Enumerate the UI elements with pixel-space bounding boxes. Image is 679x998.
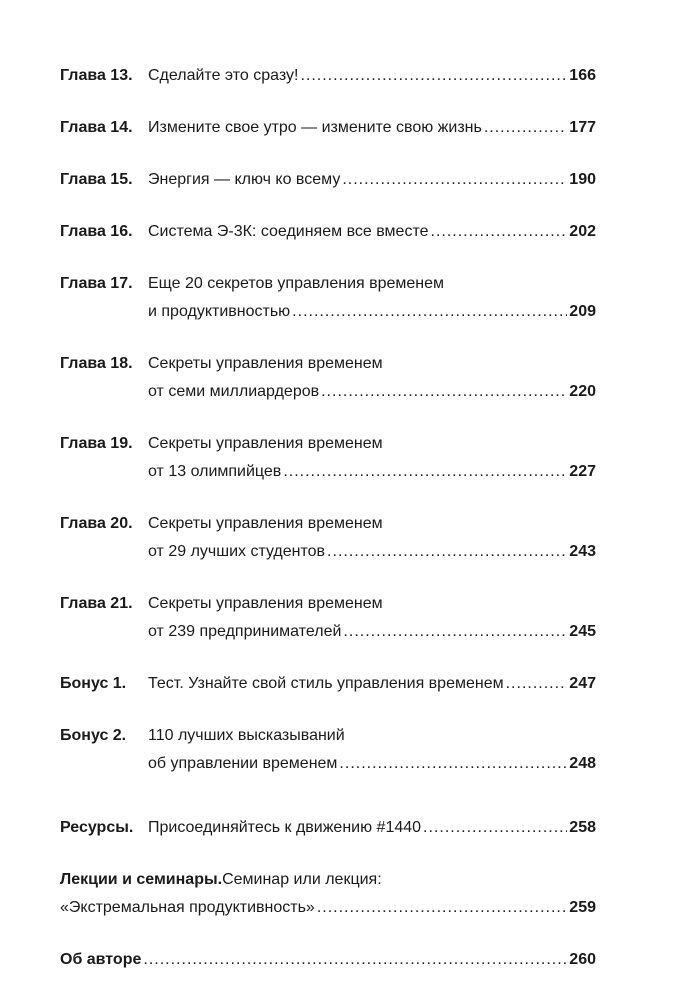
toc-entry-title: от 29 лучших студентов: [148, 543, 326, 560]
toc-entry-body: [60, 946, 596, 974]
toc-entry-title: от 13 олимпийцев: [148, 463, 282, 480]
leader-dots: [283, 458, 567, 486]
toc-entry-body: [148, 670, 596, 698]
toc-entry[interactable]: [60, 270, 596, 326]
page-number: 202: [569, 223, 596, 240]
toc-entry-label: Глава 17.: [60, 275, 133, 292]
toc-entry-line: [60, 866, 596, 894]
toc-entry-title: Тест. Узнайте свой стиль управления временем: [148, 675, 504, 692]
toc-entry[interactable]: [60, 218, 596, 246]
toc-entry-line: [148, 430, 596, 458]
toc-entry[interactable]: [60, 722, 596, 778]
page-number: 247: [569, 675, 596, 692]
page-number: 220: [569, 383, 596, 400]
toc-entry-label: Лекции и семинары.: [60, 871, 223, 888]
toc-entry-line: [60, 894, 596, 922]
toc-entry-title: Еще 20 секретов управления временем: [148, 275, 445, 292]
leader-dots: [327, 538, 567, 566]
toc-entry-title: «Экстремальная продуктивность»: [60, 899, 315, 916]
toc-entry-line: [148, 458, 596, 486]
toc-entry[interactable]: [60, 62, 596, 90]
leader-dots: [431, 218, 568, 246]
page-number: 260: [569, 951, 596, 968]
page-number: 190: [569, 171, 596, 188]
leader-dots: [342, 166, 567, 194]
toc-entry-line: [148, 166, 596, 194]
toc-entry-body: [148, 722, 596, 778]
toc-entry[interactable]: [60, 166, 596, 194]
toc-entry-line: [148, 722, 596, 750]
toc-entry-label: Об авторе: [60, 951, 142, 968]
toc-entry[interactable]: [60, 670, 596, 698]
page-number: 243: [569, 543, 596, 560]
leader-dots: [317, 894, 567, 922]
toc-entry-label: Бонус 1.: [60, 675, 127, 692]
toc-entry-title: Секреты управления временем: [148, 515, 383, 532]
toc-entry-title: Измените свое утро — измените свою жизнь: [148, 119, 482, 136]
toc-entry-label: Глава 13.: [60, 67, 133, 84]
toc-entry-line: [148, 114, 596, 142]
leader-dots: [143, 946, 567, 974]
toc-entry-line: [148, 538, 596, 566]
toc-entry-line: [148, 378, 596, 406]
toc-entry-title: Секреты управления временем: [148, 595, 383, 612]
toc-entry-body: [148, 166, 596, 194]
leader-dots: [300, 62, 567, 90]
toc-entry-label: Бонус 2.: [60, 727, 127, 744]
page-number: 248: [569, 755, 596, 772]
toc-entry-label: Глава 19.: [60, 435, 133, 452]
toc-entry[interactable]: [60, 590, 596, 646]
toc-entry-body: [148, 270, 596, 326]
toc-entry-title: 110 лучших высказываний: [148, 727, 345, 744]
toc-entry[interactable]: [60, 510, 596, 566]
leader-dots: [292, 298, 567, 326]
toc-entry-title: Секреты управления временем: [148, 355, 383, 372]
toc-entry-title: Сделайте это сразу!: [148, 67, 299, 84]
toc-entry-line: [148, 298, 596, 326]
toc-entry-body: [148, 218, 596, 246]
toc-entry-body: [148, 590, 596, 646]
toc-entry-title: и продуктивностью: [148, 303, 291, 320]
page-number: 177: [569, 119, 596, 136]
page-number: 166: [569, 67, 596, 84]
toc-entry-title: Присоединяйтесь к движению #1440: [148, 819, 422, 836]
page-number: 209: [569, 303, 596, 320]
toc-entry-line: [148, 750, 596, 778]
leader-dots: [343, 618, 567, 646]
toc-entry-body: [148, 350, 596, 406]
toc-entry-line: [148, 814, 596, 842]
toc-entry-title: Система Э-3К: соединяем все вместе: [148, 223, 429, 240]
toc-entry-title: от 239 предпринимателей: [148, 623, 342, 640]
toc-entry-line: [148, 270, 596, 298]
toc-entry-body: [148, 114, 596, 142]
toc-entry-line: [60, 946, 596, 974]
toc-entry-label: Глава 15.: [60, 171, 133, 188]
toc-entry-line: [148, 350, 596, 378]
page-number: 258: [569, 819, 596, 836]
toc-entry-line: [148, 618, 596, 646]
toc-entry-label: Глава 20.: [60, 515, 133, 532]
toc-entry-label: Ресурсы.: [60, 819, 134, 836]
toc-entry-line: [148, 218, 596, 246]
toc-entry-line: [148, 510, 596, 538]
toc-entry-title: Энергия — ключ ко всему: [148, 171, 341, 188]
toc-entry-label: Глава 14.: [60, 119, 133, 136]
leader-dots: [506, 670, 568, 698]
toc-entry-author[interactable]: [60, 946, 596, 974]
table-of-contents: [60, 62, 596, 998]
toc-entry[interactable]: [60, 814, 596, 842]
toc-entry-body: [148, 430, 596, 486]
toc-entry-label: Глава 21.: [60, 595, 133, 612]
toc-entry-label: Глава 18.: [60, 355, 133, 372]
toc-entry-body: [148, 814, 596, 842]
leader-dots: [484, 114, 567, 142]
toc-entry-line: [148, 62, 596, 90]
toc-entry-title: Секреты управления временем: [148, 435, 383, 452]
toc-entry-body: [148, 62, 596, 90]
toc-entry-lectures[interactable]: [60, 866, 596, 922]
toc-entry[interactable]: [60, 114, 596, 142]
toc-entry-title: Семинар или лекция:: [222, 871, 382, 888]
leader-dots: [321, 378, 567, 406]
toc-entry-title: от семи миллиардеров: [148, 383, 320, 400]
leader-dots: [423, 814, 567, 842]
toc-entry-line: [148, 590, 596, 618]
toc-entry[interactable]: [60, 350, 596, 406]
leader-dots: [339, 750, 567, 778]
toc-entry-label: Глава 16.: [60, 223, 133, 240]
toc-entry-title: об управлении временем: [148, 755, 338, 772]
toc-entry[interactable]: [60, 430, 596, 486]
page-number: 245: [569, 623, 596, 640]
toc-entry-body: [148, 510, 596, 566]
toc-entry-body: [60, 866, 596, 922]
page-number: 227: [569, 463, 596, 480]
page-number: 259: [569, 899, 596, 916]
toc-entry-line: [148, 670, 596, 698]
